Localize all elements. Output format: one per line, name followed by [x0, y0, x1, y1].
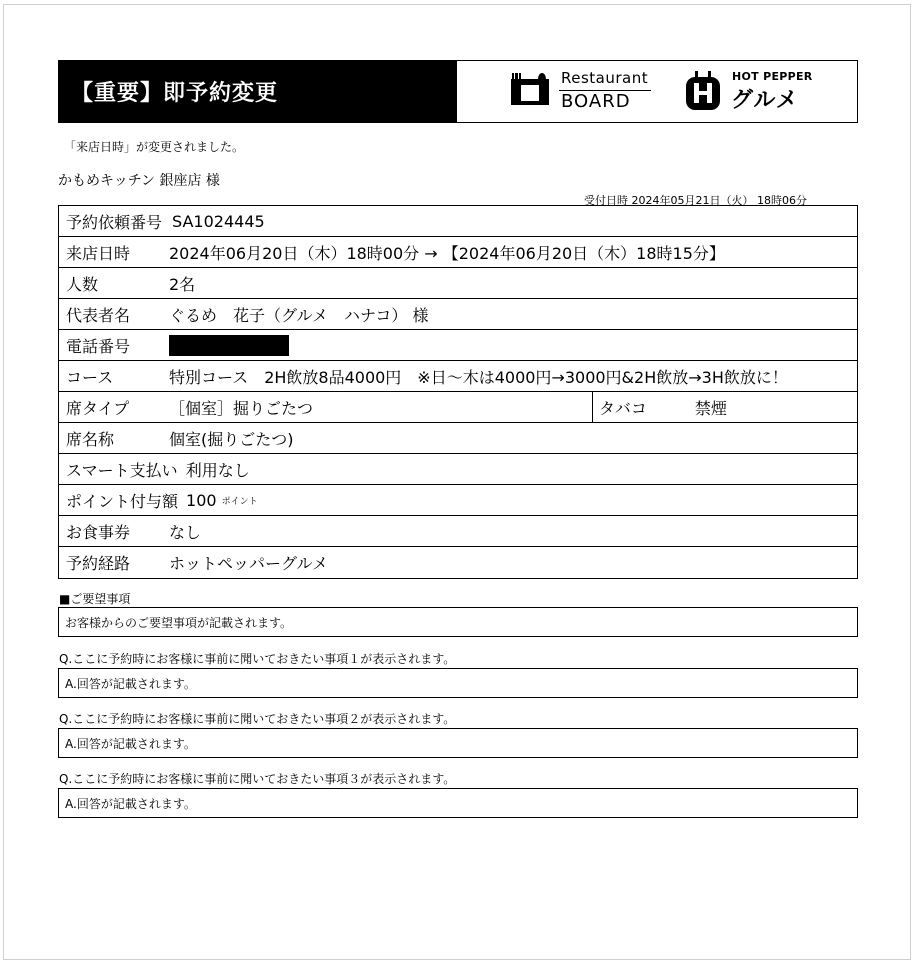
- people-label: 人数: [66, 274, 99, 294]
- route-label: 予約経路: [66, 554, 131, 573]
- row-route: [59, 547, 857, 578]
- restaurant-board-logo-top: Restaurant: [561, 69, 649, 87]
- logo-area: [457, 61, 857, 122]
- request-number-value: SA1024445: [172, 211, 265, 231]
- answer-2-box: A.回答が記載されます。: [58, 728, 858, 758]
- question-3: Q.ここに予約時にお客様に事前に聞いておきたい事項３が表示されます。: [59, 772, 456, 786]
- question-2: Q.ここに予約時にお客様に事前に聞いておきたい事項２が表示されます。: [59, 712, 456, 726]
- route-value: ホットペッパーグルメ: [169, 554, 329, 573]
- answer-3-box: A.回答が記載されます。: [58, 788, 858, 818]
- tobacco-label: タバコ: [599, 398, 647, 418]
- row-seat-name: [59, 423, 857, 454]
- meal-ticket-label: お食事券: [66, 522, 131, 542]
- seat-type-label: 席タイプ: [66, 398, 130, 418]
- meal-ticket-value: なし: [169, 522, 202, 542]
- tobacco-value: 禁煙: [694, 398, 727, 418]
- row-meal-ticket: [59, 516, 857, 547]
- seat-name-label: 席名称: [66, 429, 115, 449]
- seat-name-value: 個室(掘りごたつ): [169, 429, 294, 449]
- row-points: [59, 485, 857, 516]
- requests-title: ■ご要望事項: [59, 592, 131, 606]
- visit-datetime-label: 来店日時: [66, 243, 131, 263]
- restaurant-board-logo-bottom: BOARD: [561, 91, 631, 112]
- reservation-table: [58, 205, 858, 579]
- people-value: 2名: [169, 274, 196, 294]
- course-value: 特別コース 2H飲放8品4000円 ※日～木は4000円→3000円&2H飲放→3H飲放に！: [169, 367, 788, 387]
- row-smart-pay: [59, 454, 857, 485]
- row-seat-type: [59, 392, 857, 423]
- points-value: 100: [186, 490, 217, 510]
- hotpepper-logo-icon: [685, 71, 721, 111]
- page-title: 【重要】即予約変更: [59, 61, 457, 122]
- received-datetime: 受付日時 2024年05月21日（火） 18時06分: [584, 194, 807, 207]
- row-request-number: [59, 206, 857, 237]
- smart-pay-value: 利用なし: [185, 460, 250, 480]
- representative-value: ぐるめ 花子（グルメ ハナコ） 様: [169, 305, 429, 325]
- row-visit-datetime: [59, 237, 857, 268]
- course-label: コース: [66, 367, 114, 387]
- visit-datetime-value: 2024年06月20日（木）18時00分 → 【2024年06月20日（木）18時15分】: [169, 243, 725, 263]
- tobacco-cell: [592, 392, 727, 422]
- row-phone: [59, 330, 857, 361]
- change-notice: 「来店日時」が変更されました。: [64, 140, 245, 154]
- smart-pay-label: スマート支払い: [66, 460, 178, 480]
- row-people: [59, 268, 857, 299]
- points-unit: ポイント: [221, 496, 258, 507]
- answer-1-box: A.回答が記載されます。: [58, 668, 858, 698]
- row-course: [59, 361, 857, 392]
- hotpepper-logo-top: HOT PEPPER: [732, 70, 813, 83]
- points-label: ポイント付与額: [66, 491, 179, 511]
- seat-type-value: ［個室］掘りごたつ: [169, 398, 314, 418]
- representative-label: 代表者名: [66, 305, 131, 325]
- restaurant-board-logo-icon: [509, 71, 551, 107]
- row-representative: [59, 299, 857, 330]
- store-name: かもめキッチン 銀座店 様: [58, 173, 220, 189]
- phone-label: 電話番号: [66, 336, 131, 356]
- phone-redaction: [169, 335, 289, 356]
- request-number-label: 予約依頼番号: [66, 212, 163, 232]
- header-banner: [58, 60, 858, 123]
- requests-box: お客様からのご要望事項が記載されます。: [58, 607, 858, 637]
- question-1: Q.ここに予約時にお客様に事前に聞いておきたい事項１が表示されます。: [59, 652, 456, 666]
- hotpepper-logo-bottom: グルメ: [731, 88, 799, 113]
